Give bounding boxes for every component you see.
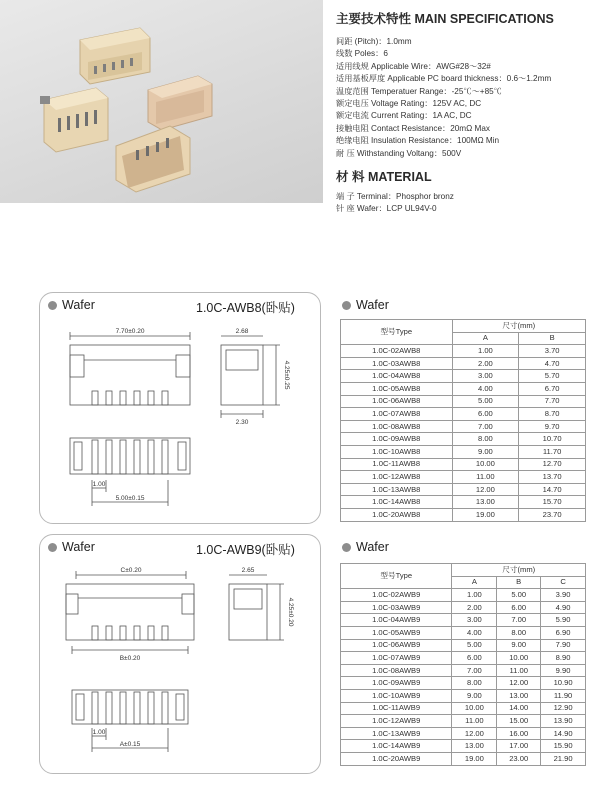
table-row [341, 382, 586, 395]
cell-type: 1.0C-02AWB8 [341, 345, 453, 358]
connector-bottom [116, 126, 190, 192]
table-row [341, 357, 586, 370]
awb9-dim-pitch: 1.00 [92, 729, 106, 736]
cell-b: 4.70 [519, 357, 586, 370]
cell-b: 9.00 [497, 639, 541, 652]
cell-c: 13.90 [541, 715, 586, 728]
spec-line: 额定电流 Current Rating：1A AC, DC [336, 111, 472, 121]
cell-type: 1.0C-10AWB8 [341, 445, 453, 458]
header-type: 型号Type [341, 564, 452, 589]
table-row [341, 395, 586, 408]
awb9-model-label: 1.0C-AWB9(卧贴) [196, 543, 295, 557]
table-row [341, 740, 586, 753]
spec-line: 温度范围 Temperatuer Range：-25℃～+85℃ [336, 86, 502, 96]
table-row [341, 752, 586, 765]
table-row [341, 445, 586, 458]
connector-top [80, 28, 150, 84]
cell-c: 21.90 [541, 752, 586, 765]
cell-b: 15.00 [497, 715, 541, 728]
cell-type: 1.0C-06AWB9 [341, 639, 452, 652]
cell-b: 9.70 [519, 420, 586, 433]
cell-type: 1.0C-05AWB8 [341, 382, 453, 395]
cell-b: 13.70 [519, 471, 586, 484]
cell-c: 5.90 [541, 614, 586, 627]
cell-a: 13.00 [452, 496, 519, 509]
cell-a: 12.00 [452, 483, 519, 496]
cell-b: 12.70 [519, 458, 586, 471]
cell-a: 3.00 [452, 614, 497, 627]
cell-type: 1.0C-04AWB9 [341, 614, 452, 627]
cell-a: 6.00 [452, 652, 497, 665]
table-row [341, 483, 586, 496]
cell-type: 1.0C-08AWB9 [341, 664, 452, 677]
cell-b: 3.70 [519, 345, 586, 358]
cell-type: 1.0C-07AWB9 [341, 652, 452, 665]
header-col-a: A [452, 332, 519, 345]
material-line: 针 座 Wafer：LCP UL94V-0 [336, 204, 437, 214]
cell-b: 11.70 [519, 445, 586, 458]
connector-left [40, 88, 108, 152]
cell-b: 8.70 [519, 408, 586, 421]
product-photo [0, 0, 323, 203]
cell-b: 15.70 [519, 496, 586, 509]
cell-type: 1.0C-04AWB8 [341, 370, 453, 383]
cell-b: 7.70 [519, 395, 586, 408]
cell-a: 5.00 [452, 395, 519, 408]
cell-a: 13.00 [452, 740, 497, 753]
cell-a: 4.00 [452, 626, 497, 639]
table-row [341, 433, 586, 446]
awb9-drawing-panel [39, 534, 321, 774]
cell-b: 10.00 [497, 652, 541, 665]
table-row [341, 715, 586, 728]
awb8-dim-foot: 2.30 [235, 419, 249, 426]
cell-a: 19.00 [452, 752, 497, 765]
cell-type: 1.0C-03AWB9 [341, 601, 452, 614]
cell-c: 11.90 [541, 689, 586, 702]
cell-a: 2.00 [452, 601, 497, 614]
awb9-table-body [341, 589, 586, 765]
awb8-dim-height: 4.25±0.25 [283, 360, 290, 390]
cell-type: 1.0C-12AWB9 [341, 715, 452, 728]
cell-b: 6.00 [497, 601, 541, 614]
table-row [341, 601, 586, 614]
awb9-panel-title: Wafer [48, 540, 95, 554]
spec-line: 接触电阻 Contact Resistance：20mΩ Max [336, 123, 490, 133]
cell-a: 12.00 [452, 727, 497, 740]
awb9-dim-width: C±0.20 [120, 567, 142, 574]
awb9-dimension-table [340, 563, 586, 766]
table-row [341, 408, 586, 421]
table-row [341, 677, 586, 690]
cell-b: 5.00 [497, 589, 541, 602]
spec-line: 适用基板厚度 Applicable PC board thickness：0.6～1.2mm [336, 74, 552, 84]
header-size: 尺寸(mm) [452, 320, 585, 333]
bullet-dot-icon [342, 301, 351, 310]
cell-c: 14.90 [541, 727, 586, 740]
table-row [341, 471, 586, 484]
cell-type: 1.0C-06AWB8 [341, 395, 453, 408]
cell-a: 7.00 [452, 664, 497, 677]
cell-a: 9.00 [452, 689, 497, 702]
cell-c: 15.90 [541, 740, 586, 753]
awb8-dimension-table [340, 319, 586, 522]
cell-type: 1.0C-10AWB9 [341, 689, 452, 702]
cell-b: 7.00 [497, 614, 541, 627]
table-row [341, 614, 586, 627]
cell-a: 19.00 [452, 508, 519, 521]
cell-b: 23.70 [519, 508, 586, 521]
cell-a: 10.00 [452, 702, 497, 715]
cell-type: 1.0C-20AWB8 [341, 508, 453, 521]
cell-type: 1.0C-08AWB8 [341, 420, 453, 433]
cell-a: 11.00 [452, 715, 497, 728]
awb9-dim-inner: B±0.20 [119, 655, 141, 662]
cell-c: 12.90 [541, 702, 586, 715]
cell-type: 1.0C-09AWB8 [341, 433, 453, 446]
awb8-dim-span: 5.00±0.15 [115, 495, 145, 502]
cell-b: 6.70 [519, 382, 586, 395]
main-specifications [336, 9, 596, 216]
table-row [341, 664, 586, 677]
table-header-row [341, 320, 586, 333]
table-row [341, 652, 586, 665]
cell-type: 1.0C-20AWB9 [341, 752, 452, 765]
cell-a: 10.00 [452, 458, 519, 471]
cell-b: 14.70 [519, 483, 586, 496]
spec-line: 线数 Poles：6 [336, 49, 388, 59]
spec-line: 额定电压 Voltage Rating：125V AC, DC [336, 99, 482, 109]
cell-a: 4.00 [452, 382, 519, 395]
awb8-model-label: 1.0C-AWB8(卧贴) [196, 301, 295, 315]
table-row [341, 370, 586, 383]
cell-type: 1.0C-14AWB8 [341, 496, 453, 509]
table-row [341, 458, 586, 471]
cell-a: 6.00 [452, 408, 519, 421]
bullet-dot-icon [48, 543, 57, 552]
header-col-b: B [497, 576, 541, 589]
cell-a: 1.00 [452, 589, 497, 602]
awb9-dim-depth: 2.65 [241, 567, 255, 574]
table-row [341, 589, 586, 602]
cell-b: 12.00 [497, 677, 541, 690]
awb8-dim-width: 7.70±0.20 [115, 328, 145, 335]
cell-type: 1.0C-11AWB9 [341, 702, 452, 715]
cell-b: 13.00 [497, 689, 541, 702]
table-row [341, 639, 586, 652]
cell-a: 11.00 [452, 471, 519, 484]
awb8-drawing-panel [39, 292, 321, 524]
cell-b: 5.70 [519, 370, 586, 383]
cell-b: 11.00 [497, 664, 541, 677]
cell-type: 1.0C-07AWB8 [341, 408, 453, 421]
table-row [341, 496, 586, 509]
cell-b: 17.00 [497, 740, 541, 753]
cell-c: 6.90 [541, 626, 586, 639]
cell-type: 1.0C-12AWB8 [341, 471, 453, 484]
cell-type: 1.0C-05AWB9 [341, 626, 452, 639]
table-row [341, 626, 586, 639]
cell-type: 1.0C-13AWB9 [341, 727, 452, 740]
spec-line: 耐 压 Withstanding Voltang：500V [336, 148, 462, 158]
table-row [341, 727, 586, 740]
cell-b: 14.00 [497, 702, 541, 715]
awb9-dim-span: A±0.15 [119, 741, 141, 748]
cell-b: 23.00 [497, 752, 541, 765]
header-col-b: B [519, 332, 586, 345]
table-row [341, 345, 586, 358]
awb8-panel-title: Wafer [48, 298, 95, 312]
material-line: 端 子 Terminal：Phosphor bronz [336, 192, 454, 202]
cell-a: 8.00 [452, 677, 497, 690]
cell-a: 9.00 [452, 445, 519, 458]
cell-c: 3.90 [541, 589, 586, 602]
cell-c: 8.90 [541, 652, 586, 665]
awb9-table-title: Wafer [342, 540, 389, 554]
cell-b: 10.70 [519, 433, 586, 446]
cell-c: 4.90 [541, 601, 586, 614]
cell-a: 8.00 [452, 433, 519, 446]
bullet-dot-icon [342, 543, 351, 552]
spec-line: 绝缘电阻 Insulation Resistance：100MΩ Min [336, 136, 500, 146]
cell-type: 1.0C-09AWB9 [341, 677, 452, 690]
table-row [341, 508, 586, 521]
awb8-table-body [341, 345, 586, 521]
cell-a: 7.00 [452, 420, 519, 433]
cell-type: 1.0C-11AWB8 [341, 458, 453, 471]
cell-c: 9.90 [541, 664, 586, 677]
header-col-a: A [452, 576, 497, 589]
connector-right [148, 76, 212, 130]
awb8-table-title: Wafer [342, 298, 389, 312]
cell-type: 1.0C-13AWB8 [341, 483, 453, 496]
spec-line: 适用线规 Applicable Wire：AWG#28～32# [336, 61, 491, 71]
bullet-dot-icon [48, 301, 57, 310]
cell-c: 7.90 [541, 639, 586, 652]
specifications-title: 主要技术特性 MAIN SPECIFICATIONS [336, 12, 554, 26]
awb8-dim-depth: 2.68 [235, 328, 249, 335]
cell-b: 8.00 [497, 626, 541, 639]
awb8-dim-pitch: 1.00 [92, 481, 106, 488]
awb9-dim-height: 4.25±0.20 [287, 597, 294, 627]
header-size: 尺寸(mm) [452, 564, 586, 577]
cell-type: 1.0C-14AWB9 [341, 740, 452, 753]
cell-c: 10.90 [541, 677, 586, 690]
spec-line: 间距 (Pitch)：1.0mm [336, 37, 412, 46]
cell-a: 2.00 [452, 357, 519, 370]
material-title: 材 料 MATERIAL [336, 170, 432, 185]
cell-type: 1.0C-02AWB9 [341, 589, 452, 602]
table-row [341, 702, 586, 715]
cell-a: 1.00 [452, 345, 519, 358]
cell-type: 1.0C-03AWB8 [341, 357, 453, 370]
table-row [341, 689, 586, 702]
table-row [341, 420, 586, 433]
cell-a: 3.00 [452, 370, 519, 383]
header-col-c: C [541, 576, 586, 589]
table-header-row [341, 564, 586, 577]
header-type: 型号Type [341, 320, 453, 345]
cell-b: 16.00 [497, 727, 541, 740]
cell-a: 5.00 [452, 639, 497, 652]
